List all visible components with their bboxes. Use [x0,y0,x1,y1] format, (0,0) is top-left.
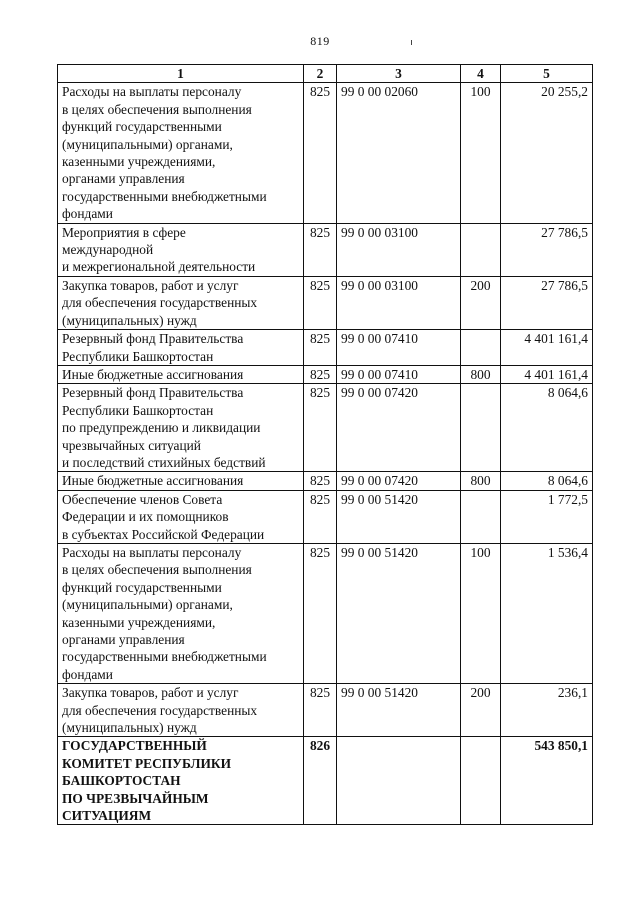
expense-type-code [461,384,501,472]
department-code: 825 [304,490,337,543]
expense-type-code [461,490,501,543]
target-article-code: 99 0 00 03100 [337,276,461,329]
table-row [58,83,593,223]
target-article-code: 99 0 00 07420 [337,384,461,472]
department-code: 825 [304,223,337,276]
expense-type-code: 100 [461,543,501,683]
target-article-code: 99 0 00 51420 [337,490,461,543]
expense-type-code [461,330,501,366]
item-name: Расходы на выплаты персоналу в целях обеспечения выполнения функций государственными (муниципальными) органами, казенными учреждениями, органами управления государственными внебюджетными фондами [58,83,304,223]
target-article-code: 99 0 00 51420 [337,543,461,683]
table-row [58,490,593,543]
target-article-code [337,737,461,825]
table-row [58,330,593,366]
table-row [58,365,593,383]
column-header: 3 [337,65,461,83]
amount: 8 064,6 [501,384,593,472]
expense-type-code [461,223,501,276]
department-code: 826 [304,737,337,825]
expense-type-code: 800 [461,365,501,383]
target-article-code: 99 0 00 07410 [337,365,461,383]
department-code: 825 [304,384,337,472]
department-code: 825 [304,330,337,366]
table-row [58,223,593,276]
amount: 236,1 [501,684,593,737]
amount: 4 401 161,4 [501,330,593,366]
department-code: 825 [304,684,337,737]
amount: 1 772,5 [501,490,593,543]
department-code: 825 [304,472,337,490]
target-article-code: 99 0 00 07420 [337,472,461,490]
page-number: 819 [310,34,330,48]
item-name: Закупка товаров, работ и услуг для обеспечения государственных (муниципальных) нужд [58,276,304,329]
table-row [58,543,593,683]
department-code: 825 [304,543,337,683]
table-row [58,472,593,490]
item-name: ГОСУДАРСТВЕННЫЙ КОМИТЕТ РЕСПУБЛИКИ БАШКОРТОСТАН ПО ЧРЕЗВЫЧАЙНЫМ СИТУАЦИЯМ [58,737,304,825]
table-row [58,737,593,825]
item-name: Иные бюджетные ассигнования [58,472,304,490]
expense-type-code: 800 [461,472,501,490]
item-name: Обеспечение членов Совета Федерации и их помощников в субъектах Российской Федерации [58,490,304,543]
department-code: 825 [304,83,337,223]
expense-type-code: 200 [461,276,501,329]
header-row [58,65,593,83]
department-code: 825 [304,365,337,383]
column-header: 4 [461,65,501,83]
table-row [58,684,593,737]
amount: 20 255,2 [501,83,593,223]
item-name: Резервный фонд Правительства Республики Башкортостан по предупреждению и ликвидации чрезвычайных ситуаций и последствий стихийных бедствий [58,384,304,472]
table-row [58,384,593,472]
item-name: Мероприятия в сфере международной и межрегиональной деятельности [58,223,304,276]
amount: 4 401 161,4 [501,365,593,383]
table-row [58,276,593,329]
item-name: Резервный фонд Правительства Республики Башкортостан [58,330,304,366]
amount: 8 064,6 [501,472,593,490]
column-header: 1 [58,65,304,83]
expense-type-code: 200 [461,684,501,737]
item-name: Расходы на выплаты персоналу в целях обеспечения выполнения функций государственными (муниципальными) органами, казенными учреждениями, органами управления государственными внебюджетными фондами [58,543,304,683]
budget-table [57,64,593,825]
amount: 27 786,5 [501,276,593,329]
column-header: 2 [304,65,337,83]
target-article-code: 99 0 00 07410 [337,330,461,366]
amount: 27 786,5 [501,223,593,276]
amount: 1 536,4 [501,543,593,683]
column-header: 5 [501,65,593,83]
department-code: 825 [304,276,337,329]
item-name: Иные бюджетные ассигнования [58,365,304,383]
margin-mark [411,40,412,45]
target-article-code: 99 0 00 03100 [337,223,461,276]
expense-type-code: 100 [461,83,501,223]
target-article-code: 99 0 00 02060 [337,83,461,223]
amount: 543 850,1 [501,737,593,825]
item-name: Закупка товаров, работ и услуг для обеспечения государственных (муниципальных) нужд [58,684,304,737]
expense-type-code [461,737,501,825]
target-article-code: 99 0 00 51420 [337,684,461,737]
